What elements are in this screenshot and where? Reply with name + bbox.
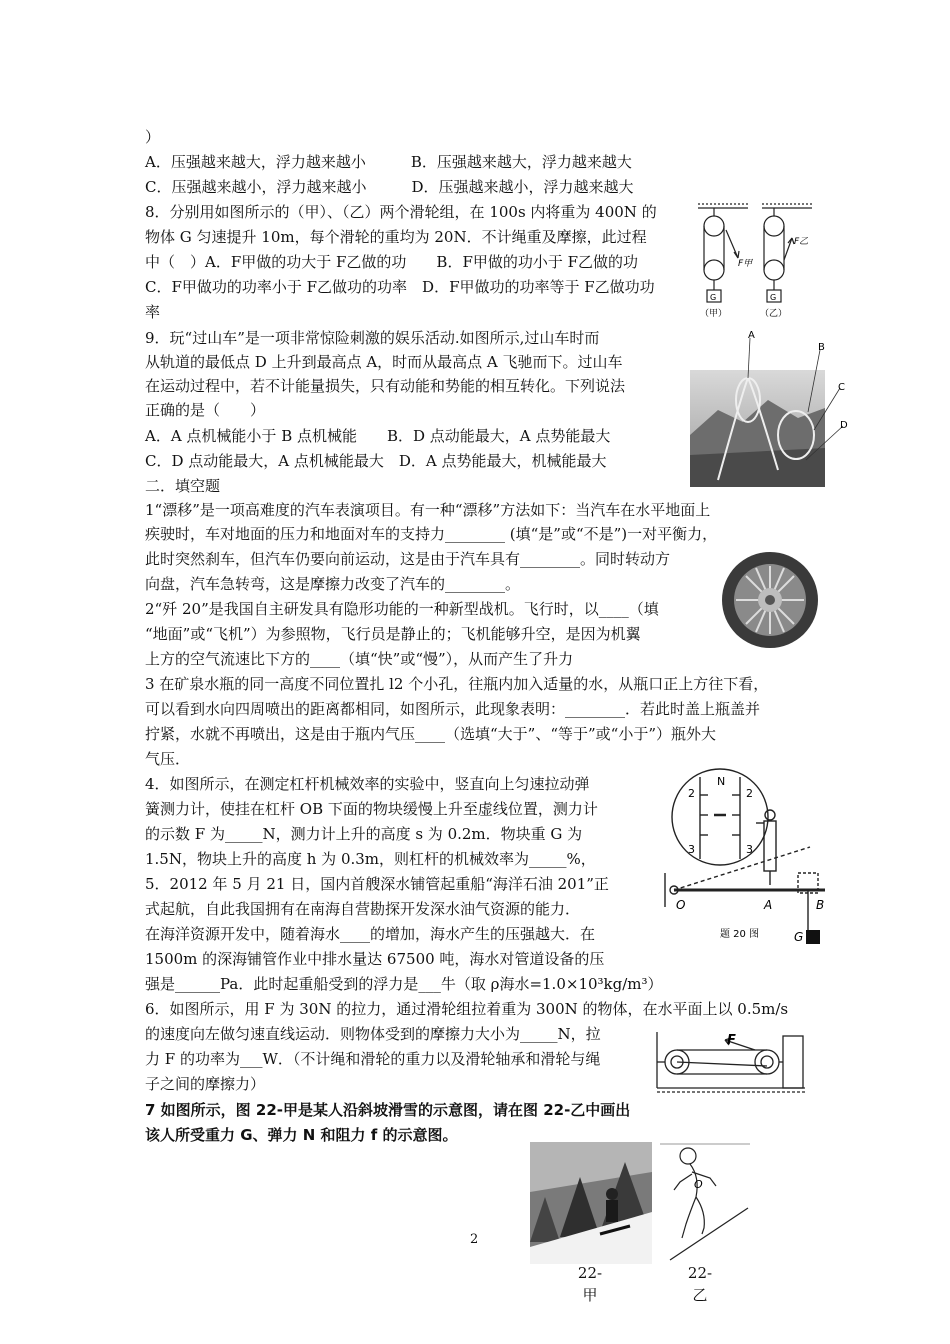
text-line: 率 [145, 303, 161, 321]
text-line: A．压强越来越大，浮力越来越小 B．压强越来越大，浮力越来越大 [145, 153, 632, 171]
caption-22-yi-line2: 乙 [692, 1286, 708, 1304]
point-b-label: B [816, 898, 825, 912]
scale-tick-2-left: 2 [688, 787, 695, 800]
text-line: C．D 点动能最大，A 点机械能最大 D．A 点势能最大，机械能最大 [145, 452, 607, 470]
force-label-yi: F乙 [794, 237, 809, 247]
text-line: 的示数 F 为_____N，测力计上升的高度 s 为 0.2m．物块重 G 为 [145, 825, 583, 843]
point-a-label: A [764, 898, 773, 912]
caption-22-yi-line1: 22- [687, 1264, 713, 1282]
text-line: 1500m 的深海铺管作业中排水量达 67500 吨，海水对管道设备的压 [145, 950, 605, 968]
scale-tick-3-right: 3 [746, 843, 753, 856]
text-line: 物体 G 匀速提升 10m，每个滑轮的重均为 20N．不计绳重及摩擦，此过程 [145, 228, 647, 246]
text-line: 2“歼 20”是我国自主研发具有隐形功能的一种新型战机。飞行时，以____（填 [145, 600, 659, 618]
text-line: 拧紧，水就不再喷出，这是由于瓶内气压____（选填“大于”、“等于”或“小于”）瓶外大 [145, 725, 717, 743]
text-line: C．F甲做功的功率小于 F乙做功的功率 D．F甲做功的功率等于 F乙做功功 [145, 278, 655, 296]
point-d-label: D [840, 420, 848, 431]
page-number: 2 [470, 1232, 479, 1247]
text-line: 5．2012 年 5 月 21 日，国内首艘深水铺管起重船“海洋石油 201”正 [145, 875, 609, 893]
text-line: C．压强越来越小，浮力越来越小 D．压强越来越小，浮力越来越大 [145, 178, 634, 196]
roller-coaster-photo [688, 330, 858, 490]
weight-label: G [794, 930, 804, 944]
horizontal-pulley-figure [655, 1030, 815, 1100]
caption-jia: （甲） [700, 309, 728, 318]
force-label: F [727, 1033, 736, 1048]
skier-photo [530, 1142, 652, 1264]
center-point-label: O [694, 1178, 703, 1191]
pulley-figure [690, 200, 825, 318]
pivot-label: O [676, 898, 686, 912]
text-line: 在运动过程中，若不计能量损失，只有动能和势能的相互转化。下列说法 [145, 377, 626, 395]
text-line: “地面”或“飞机”）为参照物，飞行员是静止的；飞机能够升空，是因为机翼 [145, 625, 641, 643]
text-line: 3 在矿泉水瓶的同一高度不同位置扎 l2 个小孔，往瓶内加入适量的水，从瓶口正上方往下看， [145, 675, 769, 693]
text-line: 气压． [145, 750, 191, 768]
text-line: 簧测力计，使挂在杠杆 OB 下面的物块缓慢上升至虚线位置，测力计 [145, 800, 598, 818]
text-line: ） [145, 128, 161, 146]
text-line: A．A 点机械能小于 B 点机械能 B．D 点动能最大，A 点势能最大 [145, 427, 611, 445]
text-line: 正确的是（ ） [145, 401, 266, 419]
text-line: 上方的空气流速比下方的____（填“快”或“慢”），从而产生了升力 [145, 650, 574, 668]
text-line: 6．如图所示，用 F 为 30N 的拉力，通过滑轮组拉着重为 300N 的物体，在水平面上以 0.5m/s [145, 1000, 789, 1018]
weight-label-yi: G [770, 293, 777, 302]
drift-wheel-photo [720, 550, 820, 650]
text-line: 强是______Pa．此时起重船受到的浮力是___牛（取 ρ海水=1.0×10³kg/m³） [145, 975, 663, 993]
caption-yi: （乙） [760, 309, 788, 318]
point-a-label: A [748, 330, 755, 341]
text-line: 可以看到水向四周喷出的距离都相同，如图所示，此现象表明：________．若此时盖上瓶盖并 [145, 700, 761, 718]
text-line: 1.5N，物块上升的高度 h 为 0.3m，则杠杆的机械效率为_____%， [145, 850, 596, 868]
skier-diagram [660, 1142, 752, 1264]
scale-unit-label: N [717, 775, 726, 788]
scale-tick-3-left: 3 [688, 843, 695, 856]
text-line: 8．分别用如图所示的（甲）、（乙）两个滑轮组，在 100s 内将重为 400N 的 [145, 203, 657, 221]
text-line: 中（ ）A．F甲做的功大于 F乙做的功 B．F甲做的功小于 F乙做的功 [145, 253, 639, 271]
text-line: 7 如图所示，图 22-甲是某人沿斜坡滑雪的示意图，请在图 22-乙中画出 [145, 1101, 631, 1119]
figure-caption: 题 20 图 [720, 929, 760, 940]
weight-label-jia: G [710, 293, 717, 302]
text-line: 从轨道的最低点 D 上升到最高点 A，时而从最高点 A 飞驰而下。过山车 [145, 353, 623, 371]
text-line: 9．玩“过山车”是一项非常惊险刺激的娱乐活动.如图所示,过山车时而 [145, 329, 600, 347]
text-line: 的速度向左做匀速直线运动．则物体受到的摩擦力大小为_____N，拉 [145, 1025, 601, 1043]
caption-22-jia-line2: 甲 [582, 1286, 598, 1304]
point-c-label: C [838, 382, 845, 393]
text-line: 该人所受重力 G、弹力 N 和阻力 f 的示意图。 [145, 1126, 458, 1144]
text-line: 力 F 的功率为___W．（不计绳和滑轮的重力以及滑轮轴承和滑轮与绳 [145, 1050, 601, 1068]
text-line: 4．如图所示，在测定杠杆机械效率的实验中，竖直向上匀速拉动弹 [145, 775, 590, 793]
section-heading: 二．填空题 [145, 477, 221, 495]
text-line: 1“漂移”是一项高难度的汽车表演项目。有一种“漂移”方法如下：当汽车在水平地面上 [145, 501, 711, 519]
force-label-jia: F甲 [738, 259, 753, 269]
lever-figure [660, 765, 840, 945]
scale-tick-2-right: 2 [746, 787, 753, 800]
text-line: 式起航，自此我国拥有在南海自营勘探开发深水油气资源的能力． [145, 900, 581, 918]
text-line: 在海洋资源开发中，随着海水____的增加，海水产生的压强越大．在 [145, 925, 596, 943]
text-line: 向盘，汽车急转弯，这是摩擦力改变了汽车的________。 [145, 575, 521, 593]
text-line: 疾驶时，车对地面的压力和地面对车的支持力________ (填“是”或“不是”)一对平衡力， [145, 525, 718, 543]
text-line: 子之间的摩擦力） [145, 1075, 266, 1093]
point-b-label: B [818, 342, 825, 353]
caption-22-jia-line1: 22- [577, 1264, 603, 1282]
text-line: 此时突然刹车，但汽车仍要向前运动，这是由于汽车具有________。同时转动方 [145, 550, 671, 568]
